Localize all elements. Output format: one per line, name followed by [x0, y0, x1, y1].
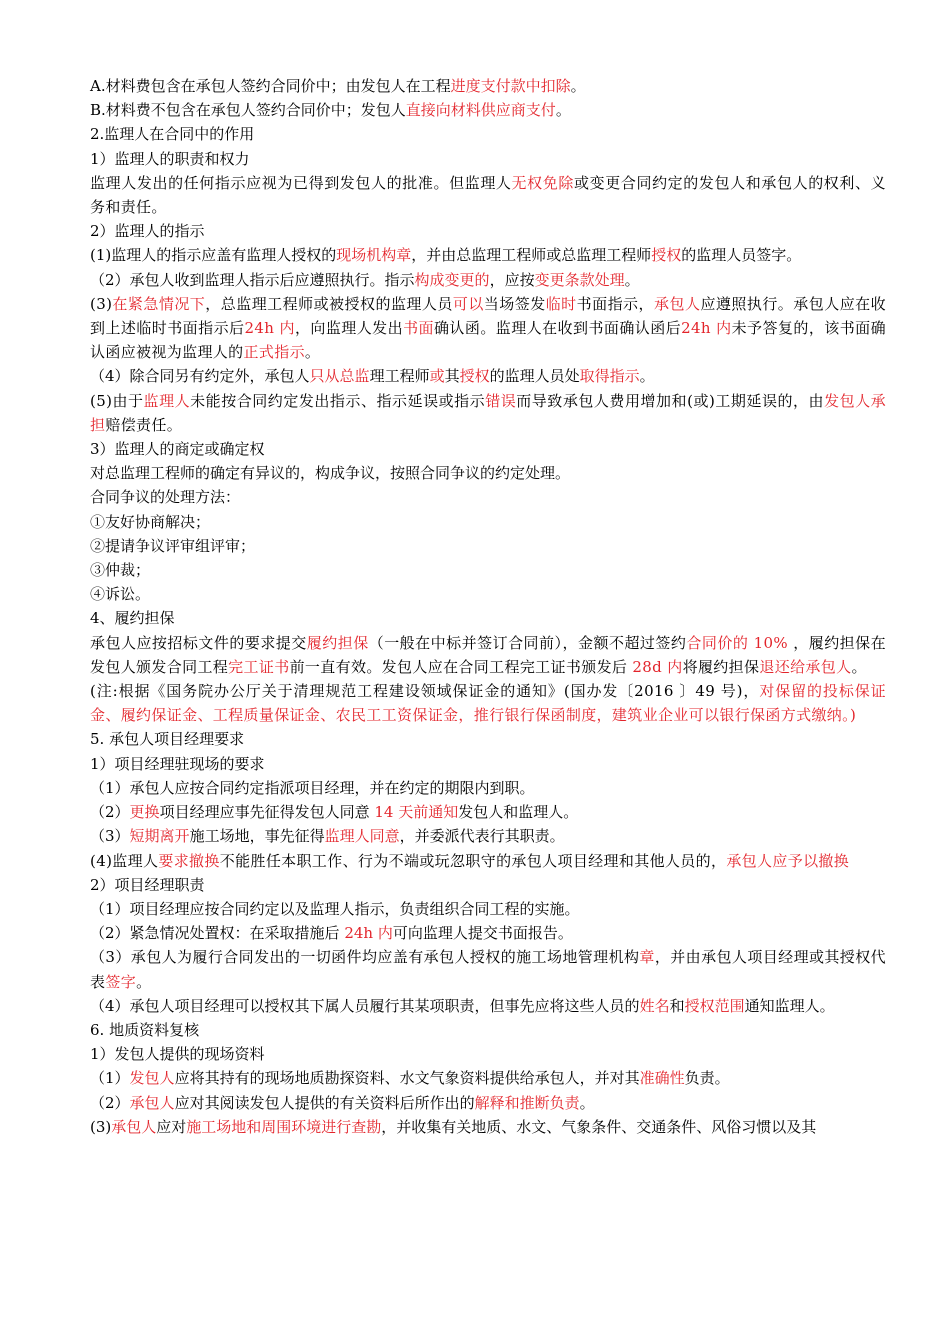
highlighted-text: 对保留的投标保证金、履约保证金、工程质量保证金、农民工工资保证金，推行银行保函制度，建筑业企业可以银行保函方式缴纳。) [90, 682, 886, 725]
highlighted-text: 承包人 [129, 1093, 175, 1112]
text-segment: B.材料费不包含在承包人签约合同价中；发包人 [90, 101, 406, 120]
highlighted-text: 可以 [452, 294, 484, 313]
highlighted-text: 监理人 [143, 391, 191, 410]
highlighted-text: 承包人应予以撤换 [726, 851, 850, 870]
highlighted-text: 履约担保 [306, 633, 369, 652]
paragraph [90, 897, 886, 921]
text-segment: 应遵照执行。承包人应在收到上述临时书面指示后 [90, 294, 886, 338]
text-segment: (注:根据《国务院办公厅关于清理规范工程建设领域保证金的通知》(国办发〔2016 〕49 号)， [90, 682, 760, 701]
paragraph [90, 147, 886, 171]
paragraph [90, 534, 886, 558]
highlighted-text: 24h 内 [244, 319, 295, 338]
text-segment: （3）承包人为履行合同发出的一切函件均应盖有承包人授权的施工场地管理机构 [90, 948, 640, 967]
text-segment: 。 [639, 367, 655, 386]
paragraph [90, 171, 886, 219]
text-segment: 赔偿责任。 [105, 415, 183, 434]
highlighted-text: 错误 [485, 391, 517, 410]
text-segment: 应对 [156, 1117, 187, 1136]
text-segment: （4）承包人项目经理可以授权其下属人员履行其某项职责，但事先应将这些人员的 [90, 996, 640, 1015]
highlighted-text: 授权 [651, 246, 682, 265]
text-segment: （一般在中标并签订合同前），金额不超过签约 [368, 633, 687, 652]
text-segment: 1）项目经理驻现场的要求 [90, 754, 265, 773]
paragraph [90, 873, 886, 897]
text-segment: （4）除合同另有约定外，承包人 [90, 367, 310, 386]
highlighted-text: 短期离开 [129, 827, 190, 846]
text-segment: ，总监理工程师或被授权的监理人员 [205, 294, 453, 313]
paragraph [90, 268, 886, 292]
text-segment: 项目经理应事先征得发包人同意 [159, 803, 375, 822]
highlighted-text: 现场机构章 [336, 246, 412, 265]
text-segment: ，向监理人发出 [294, 319, 404, 338]
paragraph [90, 849, 886, 873]
paragraph [90, 776, 886, 800]
paragraph [90, 510, 886, 534]
highlighted-text: 要求撤换 [158, 851, 220, 870]
paragraph [90, 461, 886, 485]
paragraph [90, 1115, 886, 1139]
text-segment: 或变更合同约定的发包人和承包人的权利、义务和责任。 [90, 173, 886, 217]
highlighted-text: 只从总监 [309, 367, 370, 386]
highlighted-text: 取得指示 [579, 367, 640, 386]
text-segment: 发包人和监理人。 [458, 803, 579, 822]
highlighted-text: 24h 内 [344, 924, 393, 943]
highlighted-text: 进度支付款中扣除 [450, 77, 571, 95]
text-segment: 6. 地质资料复核 [90, 1020, 200, 1039]
text-segment: 其 [444, 367, 460, 386]
paragraph [90, 1042, 886, 1066]
paragraph [90, 824, 886, 848]
text-segment: 的监理人员签字。 [681, 246, 802, 265]
text-segment: 施工场地，事先征得 [189, 827, 325, 846]
highlighted-text: 变更条款处理 [534, 270, 625, 289]
paragraph [90, 945, 886, 993]
paragraph [90, 292, 886, 365]
highlighted-text: 施工场地和周围环境进行查勘 [186, 1117, 382, 1136]
text-segment: （1） [90, 1069, 130, 1088]
text-segment: 应对其阅读发包人提供的有关资料后所作出的 [174, 1093, 475, 1112]
paragraph [90, 558, 886, 582]
text-segment: (4)监理人 [90, 851, 159, 870]
highlighted-text: 24h 内 [681, 319, 732, 338]
text-segment: （3） [90, 827, 130, 846]
paragraph [90, 582, 886, 606]
highlighted-text: 准确性 [639, 1069, 685, 1088]
text-segment: ，并委派代表行其职责。 [399, 827, 565, 846]
highlighted-text: 解释和推断负责 [474, 1093, 580, 1112]
text-segment: ②提请争议评审组评审； [90, 536, 256, 555]
highlighted-text: 直接向材料供应商支付 [405, 101, 556, 120]
text-segment: 5. 承包人项目经理要求 [90, 730, 245, 749]
text-segment: 书面指示， [576, 294, 655, 313]
highlighted-text: 姓名 [639, 996, 670, 1015]
text-segment: ③仲裁； [90, 561, 151, 580]
paragraph [90, 74, 886, 98]
text-segment: 承包人应按招标文件的要求提交 [90, 633, 307, 652]
text-segment: 不能胜任本职工作、行为不端或玩忽职守的承包人项目经理和其他人员的， [219, 851, 727, 870]
text-segment: 。 [851, 657, 867, 676]
text-segment: 对总监理工程师的确定有异议的，构成争议，按照合同争议的约定处理。 [90, 464, 571, 483]
text-segment: 。 [624, 270, 640, 289]
paragraph [90, 606, 886, 630]
text-segment: 前一直有效。发包人应在合同工程完工证书颁发后 [289, 657, 633, 676]
text-segment: （2）紧急情况处置权：在采取措施后 [90, 924, 345, 943]
highlighted-text: 在紧急情况下 [112, 294, 206, 313]
paragraph [90, 219, 886, 243]
text-segment: ，应按 [489, 270, 535, 289]
text-segment: 。 [136, 972, 152, 991]
text-segment: 。 [579, 1093, 595, 1112]
text-segment: 可向监理人提交书面报告。 [392, 924, 573, 943]
text-segment: （1）项目经理应按合同约定以及监理人指示，负责组织合同工程的实施。 [90, 899, 580, 918]
text-segment: ④诉讼。 [90, 585, 151, 604]
text-segment: 1）监理人的职责和权力 [90, 149, 250, 168]
paragraph [90, 485, 886, 509]
text-segment: （1）承包人应按合同约定指派项目经理，并在约定的期限内到职。 [90, 778, 535, 797]
paragraph [90, 631, 886, 679]
paragraph [90, 364, 886, 388]
paragraph [90, 1018, 886, 1042]
text-segment: （2） [90, 803, 130, 822]
text-segment: ，履约担保在发包人颁发合同工程 [90, 633, 886, 676]
highlighted-text: 授权范围 [684, 996, 745, 1015]
paragraph [90, 1066, 886, 1090]
text-segment: ，并收集有关地质、水文、气象条件、交通条件、风俗习惯以及其 [381, 1117, 817, 1136]
text-segment: 4、履约担保 [90, 609, 175, 628]
text-segment: ①友好协商解决； [90, 512, 211, 531]
highlighted-text: 承包人 [111, 1117, 157, 1136]
text-segment: (3) [90, 1117, 112, 1136]
paragraph [90, 994, 886, 1018]
text-segment: 2.监理人在合同中的作用 [90, 125, 255, 144]
text-segment: （2）承包人收到监理人指示后应遵照执行。指示 [90, 270, 415, 289]
highlighted-text: 承包人 [654, 294, 701, 313]
document-body [90, 74, 886, 1139]
highlighted-text: 更换 [129, 803, 160, 822]
text-segment: 确认函。监理人在收到书面确认函后 [433, 319, 682, 338]
text-segment: 而导致承包人费用增加和(或)工期延误的，由 [516, 391, 825, 410]
highlighted-text: 无权免除 [511, 173, 574, 192]
text-segment: (3) [90, 294, 113, 313]
text-segment: A.材料费包含在承包人签约合同价中；由发包人在工程 [90, 77, 451, 95]
paragraph [90, 752, 886, 776]
text-segment: (1)监理人的指示应盖有监理人授权的 [90, 246, 337, 265]
text-segment: 监理人发出的任何指示应视为已得到发包人的批准。但监理人 [90, 173, 512, 192]
highlighted-text: 构成变更的 [414, 270, 490, 289]
text-segment: 。 [570, 77, 586, 95]
text-segment: 理工程师 [369, 367, 430, 386]
highlighted-text: 授权 [459, 367, 490, 386]
text-segment: 未能按合同约定发出指示、指示延误或指示 [190, 391, 486, 410]
paragraph [90, 727, 886, 751]
text-segment: （2） [90, 1093, 130, 1112]
paragraph [90, 98, 886, 122]
highlighted-text: 发包人 [129, 1069, 175, 1088]
highlighted-text: 临时 [545, 294, 577, 313]
paragraph [90, 243, 886, 267]
highlighted-text: 监理人同意 [324, 827, 400, 846]
text-segment: 合同争议的处理方法： [90, 488, 241, 507]
highlighted-text: 合同价的 10% [686, 633, 788, 652]
paragraph [90, 437, 886, 461]
highlighted-text: 发包人承担 [90, 391, 886, 434]
text-segment: 未予答复的，该书面确认函应被视为监理人的 [90, 319, 886, 362]
highlighted-text: 章 [639, 948, 655, 967]
text-segment: 将履约担保 [682, 657, 760, 676]
highlighted-text: 14 天前通知 [374, 803, 459, 822]
text-segment: 和 [669, 996, 685, 1015]
text-segment: 应将其持有的现场地质勘探资料、水文气象资料提供给承包人，并对其 [174, 1069, 640, 1088]
highlighted-text: 完工证书 [228, 657, 290, 676]
text-segment: 通知监理人。 [744, 996, 835, 1015]
paragraph [90, 389, 886, 437]
highlighted-text: 或 [429, 367, 445, 386]
text-segment: 2）监理人的指示 [90, 222, 205, 241]
text-segment: 。 [555, 101, 571, 120]
text-segment: 1）发包人提供的现场资料 [90, 1045, 265, 1064]
highlighted-text: 正式指示 [243, 343, 305, 362]
text-segment: 3）监理人的商定或确定权 [90, 440, 265, 459]
text-segment: (5)由于 [90, 391, 144, 410]
paragraph [90, 921, 886, 945]
text-segment: ，并由承包人项目经理或其授权代表 [90, 948, 886, 991]
text-segment: 当场签发 [483, 294, 546, 313]
highlighted-text: 退还给承包人 [759, 657, 852, 676]
paragraph [90, 800, 886, 824]
text-segment: 2）项目经理职责 [90, 875, 205, 894]
text-segment: 。 [304, 343, 321, 362]
paragraph [90, 1091, 886, 1115]
highlighted-text: 书面 [403, 319, 434, 338]
text-segment: ，并由总监理工程师或总监理工程师 [411, 246, 652, 265]
paragraph [90, 679, 886, 727]
highlighted-text: 28d 内 [632, 657, 683, 676]
text-segment: 的监理人员处 [489, 367, 580, 386]
highlighted-text: 签字 [105, 972, 137, 991]
text-segment: 负责。 [684, 1069, 730, 1088]
paragraph [90, 122, 886, 146]
